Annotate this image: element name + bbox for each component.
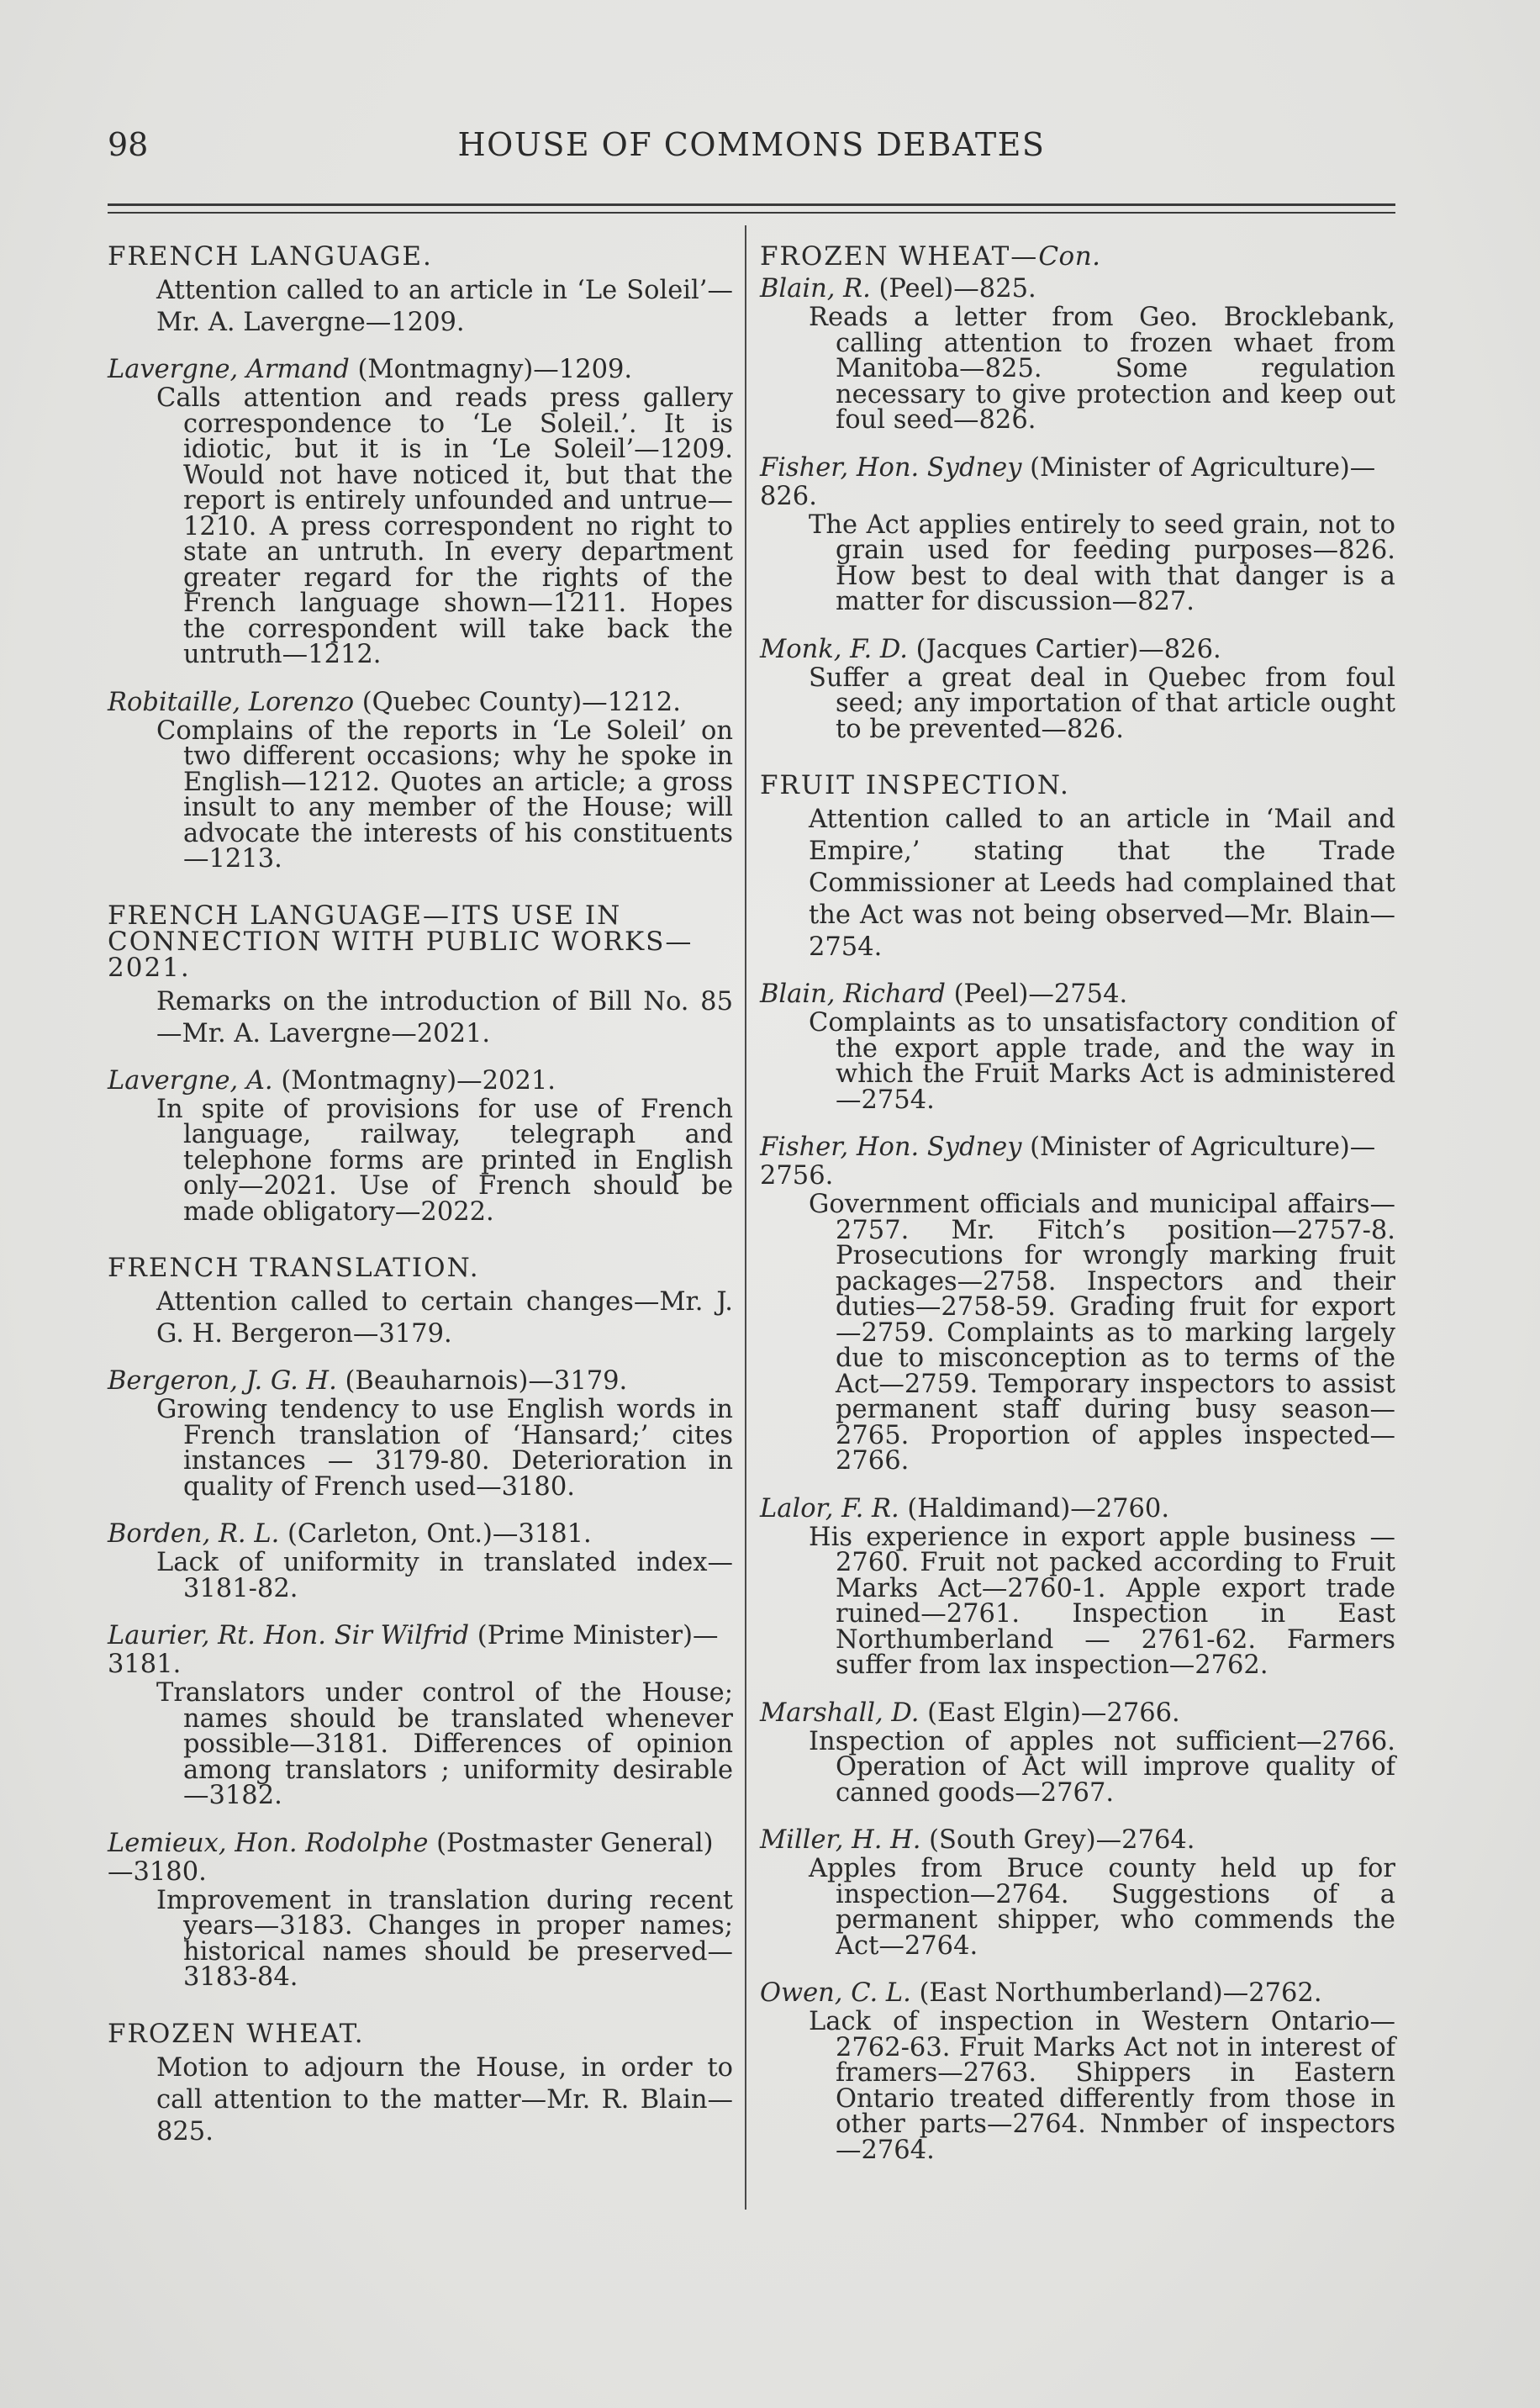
section-intro: Attention called to certain changes—Mr. J. G. H. Bergeron—3179. — [156, 1287, 733, 1349]
entry-bergeron-j-g-h — [108, 1367, 733, 1500]
speaker-name: Fisher, Hon. Sydney — [760, 452, 1022, 483]
entry-lalor-f-r — [760, 1495, 1395, 1679]
speaker-line — [760, 454, 1395, 511]
speech-summary: Complains of the reports in ‘Le Soleil’ on two different occasions; why he spoke in English—1212. Quotes an article; a gross insult to any member of the House; will advocate the interests of his constituents—1213. — [156, 716, 733, 874]
speaker-line — [760, 636, 1395, 664]
entry-blain-r — [760, 275, 1395, 434]
entry-lavergne-a — [108, 1067, 733, 1226]
speaker-name: Owen, C. L. — [760, 1978, 911, 2008]
section-intro: Remarks on the introduction of Bill No. 85—Mr. A. Lavergne—2021. — [156, 986, 733, 1048]
speaker-line — [108, 1067, 733, 1096]
speech-summary: Government officials and municipal affairs—2757. Mr. Fitch’s position—2757-8. Prosecutions for wrongly marking fruit packages—2758. Inspectors and their duties—2758-59. Grading fruit for export—2759. Complaints as to marking largely due to misconception as to terms of the Act—2759. Temporary inspectors to assist permanent staff during busy season—2765. Proportion of apples inspected—2766. — [809, 1190, 1395, 1476]
entry-robitaille-lorenzo — [108, 689, 733, 873]
speech-summary: Calls attention and reads press gallery correspondence to ‘Le Soleil.’. It is idiotic, but it is in ‘Le Soleil’—1209. Would not have noticed it, but that the report is entirely unfounded and untrue—1210. A press correspondent no right to state an untruth. In every department greater regard for the rights of the French language shown—1211. Hopes the correspondent will take back the untruth—1212. — [156, 383, 733, 669]
speaker-riding: (Minister of Agriculture)—826. — [760, 452, 1376, 511]
speaker-name: Lemieux, Hon. Rodolphe — [108, 1828, 429, 1858]
entry-fisher-hon-sydney — [760, 454, 1395, 615]
speaker-line — [108, 1520, 733, 1549]
page-header — [108, 126, 1395, 177]
section-intro: Motion to adjourn the House, in order to call attention to the matter—Mr. R. Blain—825. — [156, 2052, 733, 2147]
speaker-riding: (Peel)—825. — [870, 274, 1036, 304]
speaker-line — [760, 1699, 1395, 1728]
section-heading-text: FRUIT INSPECTION. — [760, 770, 1070, 800]
speaker-line — [108, 356, 733, 384]
column-divider — [745, 225, 746, 2210]
section-heading-text: FRENCH TRANSLATION. — [108, 1253, 480, 1283]
right-column — [760, 241, 1395, 2184]
entry-fisher-hon-sydney — [760, 1133, 1395, 1475]
speaker-name: Lalor, F. R. — [760, 1493, 899, 1523]
speech-summary: Translators under control of the House; names should be translated whenever possible—3181. Differences of opinion among translators ; uniformity desirable—3182. — [156, 1678, 733, 1810]
section-heading — [108, 2018, 733, 2049]
section-intro: Attention called to an article in ‘Le Soleil’—Mr. A. Lavergne—1209. — [156, 276, 733, 337]
speaker-line — [760, 275, 1395, 304]
speaker-riding: (Prime Minister)—3181. — [108, 1621, 719, 1679]
entry-lemieux-hon-rodolphe — [108, 1830, 733, 1991]
section-heading — [108, 241, 733, 272]
speaker-name: Lavergne, A. — [108, 1065, 273, 1096]
header-rule-thin — [108, 212, 1395, 214]
speaker-name: Laurier, Rt. Hon. Sir Wilfrid — [108, 1621, 470, 1650]
speaker-line — [760, 980, 1395, 1009]
speech-summary: His experience in export apple business —2760. Fruit not packed according to Fruit Marks Act—2760-1. Apple export trade ruined—2761. Inspection in East Northumberland — 2761-62. Farmers suffer from lax inspection—2762. — [809, 1522, 1395, 1680]
speaker-name: Fisher, Hon. Sydney — [760, 1133, 1022, 1162]
speaker-line — [760, 1979, 1395, 2008]
section-heading — [760, 770, 1395, 800]
section-heading — [108, 1255, 733, 1281]
entry-owen-c-l — [760, 1979, 1395, 2163]
speaker-name: Lavergne, Armand — [108, 355, 350, 384]
speech-summary: Inspection of apples not sufficient—2766. Operation of Act will improve quality of canned goods—2767. — [809, 1726, 1395, 1808]
speaker-name: Robitaille, Lorenzo — [108, 687, 355, 717]
speaker-name: Blain, R. — [760, 274, 871, 304]
section-heading-text: FRENCH LANGUAGE. — [108, 241, 433, 272]
speaker-riding: (Montmagny)—1209. — [349, 355, 633, 384]
speech-summary: The Act applies entirely to seed grain, not to grain used for feeding purposes—826. How best to deal with that danger is a matter for discussion—827. — [809, 510, 1395, 616]
speaker-riding: (Minister of Agriculture)—2756. — [760, 1133, 1376, 1191]
entry-marshall-d — [760, 1699, 1395, 1807]
speaker-riding: (Carleton, Ont.)—3181. — [279, 1519, 592, 1549]
speaker-name: Borden, R. L. — [108, 1519, 280, 1549]
section-heading-text: FRENCH LANGUAGE—ITS USE IN CONNECTION WITH PUBLIC WORKS—2021. — [108, 900, 694, 983]
continued-label: Con. — [1038, 241, 1101, 272]
section-heading-text: FROZEN WHEAT— — [760, 241, 1039, 272]
speaker-name: Bergeron, J. G. H. — [108, 1366, 337, 1396]
speaker-name: Blain, Richard — [760, 980, 946, 1009]
entry-borden-r-l — [108, 1520, 733, 1602]
speaker-line — [760, 1133, 1395, 1191]
speech-summary: Lack of uniformity in translated index—3181-82. — [156, 1548, 733, 1603]
entry-lavergne-armand — [108, 356, 733, 668]
speech-summary: Lack of inspection in Western Ontario—2762-63. Fruit Marks Act not in interest of framers—2763. Shippers in Eastern Ontario treated differently from those in other parts—2764. Nnmber of inspectors—2764. — [809, 2007, 1395, 2165]
speech-summary: Suffer a great deal in Quebec from foul seed; any importation of that article ought to be prevented—826. — [809, 663, 1395, 744]
speaker-line — [108, 1622, 733, 1679]
speaker-name: Miller, H. H. — [760, 1825, 921, 1855]
speaker-name: Monk, F. D. — [760, 634, 908, 664]
header-rule-thick — [108, 203, 1395, 206]
speech-summary: Reads a letter from Geo. Brocklebank, calling attention to frozen whaet from Manitoba—825. Some regulation necessary to give protection and keep out foul seed—826. — [809, 303, 1395, 435]
speech-summary: Apples from Bruce county held up for inspection—2764. Suggestions of a permanent shipper, who commends the Act—2764. — [809, 1854, 1395, 1961]
speech-summary: In spite of provisions for use of French language, railway, telegraph and telephone forms are printed in English only—2021. Use of French should be made obligatory—2022. — [156, 1094, 733, 1227]
speaker-line — [108, 1830, 733, 1887]
speaker-riding: (Beauharnois)—3179. — [336, 1366, 628, 1396]
speech-summary: Growing tendency to use English words in French translation of ‘Hansard;’ cites instances — 3179-80. Deterioration in quality of French used—3180. — [156, 1395, 733, 1502]
speaker-riding: (East Elgin)—2766. — [919, 1698, 1180, 1728]
speaker-line — [760, 1826, 1395, 1855]
running-head: HOUSE OF COMMONS DEBATES — [457, 126, 1046, 163]
speech-summary: Improvement in translation during recent years—3183. Changes in proper names; historical names should be preserved—3183-84. — [156, 1885, 733, 1992]
speaker-line — [760, 1495, 1395, 1523]
left-column — [108, 241, 733, 2165]
speaker-line — [108, 689, 733, 717]
entry-blain-richard — [760, 980, 1395, 1113]
entry-monk-f-d — [760, 636, 1395, 743]
section-intro: Attention called to an article in ‘Mail and Empire,’ stating that the Trade Commissioner at Leeds had complained that the Act was not being observed—Mr. Blain—2754. — [809, 805, 1395, 962]
section-heading — [108, 900, 733, 983]
speech-summary: Complaints as to unsatisfactory condition of the export apple trade, and the way in which the Fruit Marks Act is administered—2754. — [809, 1008, 1395, 1115]
entry-laurier-rt-hon-sir-wilfrid — [108, 1622, 733, 1809]
speaker-riding: (Peel)—2754. — [945, 980, 1128, 1009]
speaker-riding: (Quebec County)—1212. — [354, 687, 681, 717]
section-heading-text: FROZEN WHEAT. — [108, 2018, 365, 2049]
page-number: 98 — [108, 126, 149, 163]
speaker-riding: (East Northumberland)—2762. — [910, 1978, 1322, 2008]
speaker-riding: (South Grey)—2764. — [920, 1825, 1195, 1855]
speaker-riding: (Haldimand)—2760. — [899, 1493, 1170, 1523]
entry-miller-h-h — [760, 1826, 1395, 1959]
speaker-riding: (Montmagny)—2021. — [272, 1065, 556, 1096]
section-heading — [760, 241, 1395, 272]
speaker-line — [108, 1367, 733, 1396]
speaker-name: Marshall, D. — [760, 1698, 920, 1728]
speaker-riding: (Postmaster General)—3180. — [108, 1828, 714, 1887]
speaker-riding: (Jacques Cartier)—826. — [907, 634, 1221, 664]
